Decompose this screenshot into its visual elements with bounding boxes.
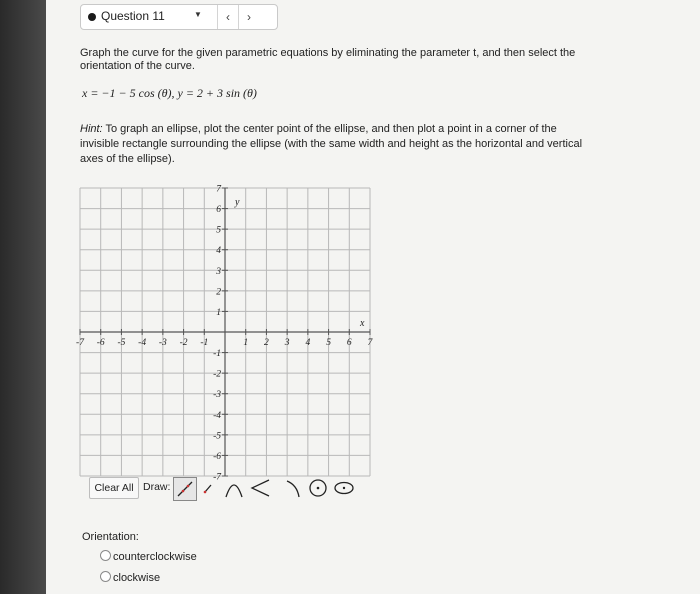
y-tick-label: -2: [213, 369, 221, 380]
y-tick-label: -3: [213, 390, 221, 401]
ellipse-tool-icon[interactable]: [333, 477, 355, 499]
y-tick-label: 7: [216, 184, 221, 195]
x-tick-label: -4: [138, 338, 147, 348]
hint-body: To graph an ellipse, plot the center point of the ellipse, and then plot a point in a corner of the invisible rectangle surrounding the ellipse (with the same width and height as the horizontal and vertical axes of the ellipse).: [80, 123, 583, 165]
y-tick-label: -4: [213, 410, 221, 421]
x-tick-label: 3: [284, 338, 290, 348]
y-tick-label: -1: [213, 349, 221, 360]
orientation-label: Orientation:: [82, 531, 139, 543]
next-question-button[interactable]: ›: [238, 5, 259, 29]
clear-all-button[interactable]: Clear All: [89, 477, 139, 499]
chevron-down-icon[interactable]: ▼: [194, 10, 202, 19]
x-tick-label: 7: [367, 338, 373, 348]
y-tick-label: -7: [213, 472, 221, 483]
x-tick-label: -5: [117, 338, 126, 348]
x-tick-label: -6: [96, 338, 105, 348]
hint-label: Hint:: [80, 123, 103, 135]
radio-clockwise[interactable]: [100, 571, 111, 582]
parametric-equation: x = −1 − 5 cos (θ), y = 2 + 3 sin (θ): [82, 86, 257, 100]
y-tick-label: 6: [216, 205, 221, 216]
x-tick-label: 5: [326, 338, 331, 348]
question-status-dot: [88, 13, 96, 21]
y-tick-label: 1: [216, 307, 221, 318]
x-tick-label: 6: [346, 338, 352, 348]
y-axis-label: y: [235, 197, 240, 208]
angle-tool-icon[interactable]: [249, 477, 271, 499]
clockwise-label: clockwise: [113, 572, 161, 584]
y-tick-label: 2: [216, 287, 221, 298]
x-axis-label: x: [360, 318, 365, 329]
line-tool-icon[interactable]: [173, 477, 197, 501]
counterclockwise-label: counterclockwise: [113, 551, 197, 563]
circle-tool-icon[interactable]: [307, 477, 329, 499]
question-prompt: Graph the curve for the given parametric equations by eliminating the parameter t, and then select the orientation of the curve.: [80, 47, 576, 72]
half-line-tool-icon[interactable]: [283, 477, 305, 499]
draw-label: Draw:: [143, 481, 171, 493]
y-tick-label: 5: [216, 225, 221, 236]
device-edge: [0, 0, 46, 594]
parabola-tool-icon[interactable]: [223, 477, 245, 499]
x-tick-label: -1: [200, 338, 209, 348]
x-tick-label: -2: [179, 338, 188, 348]
hint-text: [80, 122, 585, 167]
question-selector[interactable]: [80, 4, 278, 30]
option-clockwise[interactable]: [100, 571, 160, 584]
y-tick-label: 3: [216, 266, 221, 277]
x-tick-label: -7: [76, 338, 84, 348]
x-tick-label: 2: [264, 338, 269, 348]
y-tick-label: -6: [213, 451, 221, 462]
graph-axes: [80, 188, 370, 476]
radio-counterclockwise[interactable]: [100, 550, 111, 561]
y-tick-label: 4: [216, 246, 221, 257]
option-counterclockwise[interactable]: [100, 550, 197, 563]
prev-question-button[interactable]: ‹: [217, 5, 238, 29]
x-tick-label: 1: [243, 338, 249, 348]
x-tick-label: 4: [305, 338, 311, 348]
coordinate-graph[interactable]: [76, 184, 373, 483]
question-label: Question 11: [101, 9, 165, 23]
x-tick-label: -3: [158, 338, 167, 348]
y-tick-label: -5: [213, 431, 221, 442]
ray-tool-icon[interactable]: [197, 477, 219, 499]
